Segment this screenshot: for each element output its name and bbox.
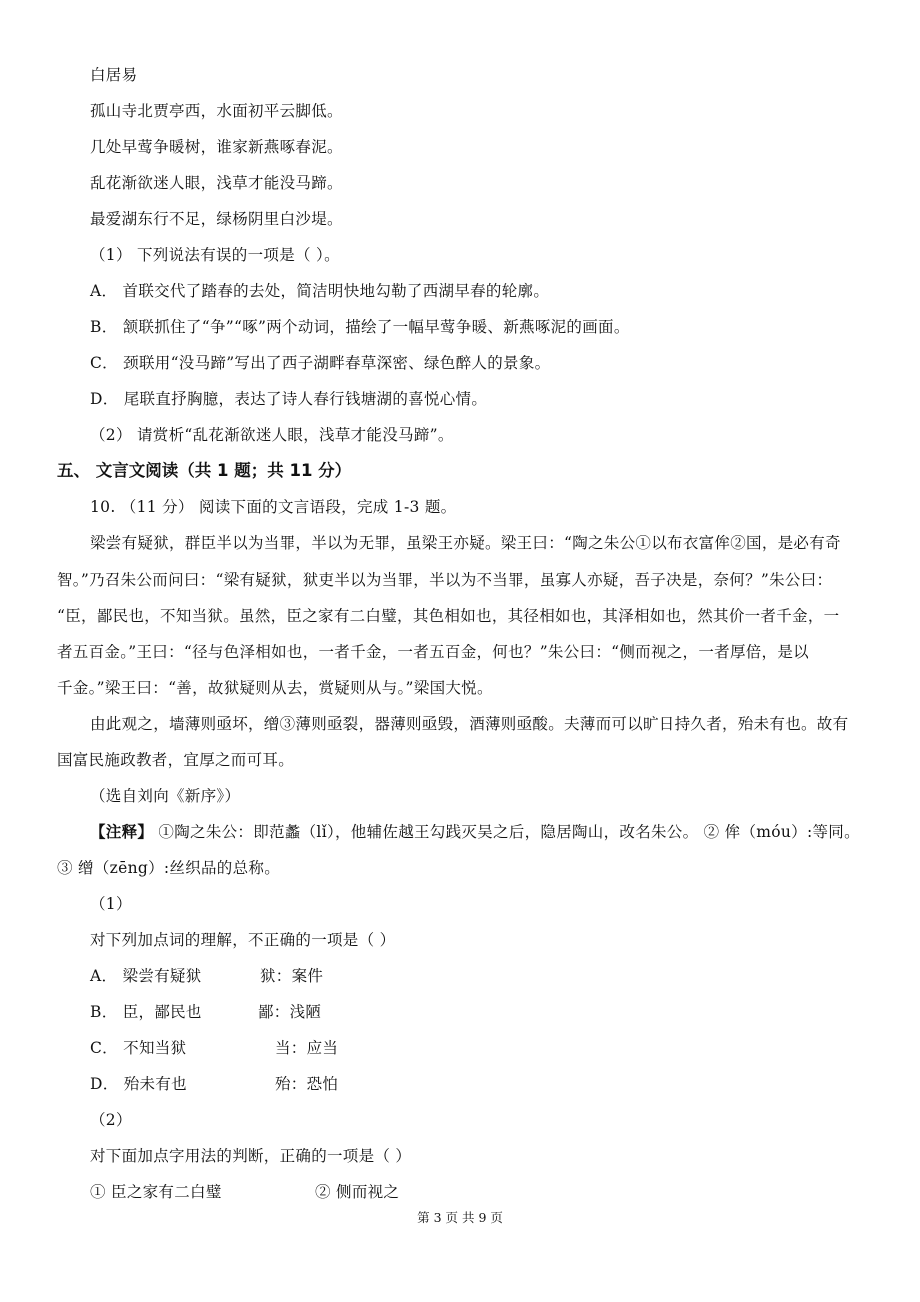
sub1-option-a: A． 梁尝有疑狱: [90, 967, 202, 985]
sub1-option-b: B． 臣，鄙民也: [90, 1003, 202, 1021]
sub2-item-1: ① 臣之家有二白璧: [90, 1183, 222, 1201]
poem-line-4: 最爱湖东行不足，绿杨阴里白沙堤。: [90, 210, 343, 228]
poem-option-d: D． 尾联直抒胸臆，表达了诗人春行钱塘湖的喜悦心情。: [90, 390, 488, 408]
poem-option-a: A． 首联交代了踏春的去处，简洁明快地勾勒了西湖早春的轮廓。: [90, 282, 550, 300]
notes-text-1: ①陶之朱公：即范蠡（lǐ），他辅佐越王勾践灭吴之后，隐居陶山，改名朱公。 ② 侔（móu）:等同。: [153, 823, 860, 841]
passage2-line-1: 由此观之，墙薄则亟坏，缯③薄则亟裂，器薄则亟毁，酒薄则亟酸。夫薄而可以旷日持久者，殆未有也。故有: [90, 715, 849, 733]
poem-question-1: （1） 下列说法有误的一项是（ ）。: [90, 246, 340, 264]
passage-source: （选自刘向《新序》）: [90, 787, 241, 805]
passage-line-1: 梁尝有疑狱，群臣半以为当罪，半以为无罪，虽梁王亦疑。梁王曰：“陶之朱公①以布衣富侔②国，是必有奇: [90, 534, 841, 552]
poem-line-1: 孤山寺北贾亭西，水面初平云脚低。: [90, 102, 343, 120]
passage2-line-2: 国富民施政教者，宜厚之而可耳。: [57, 751, 295, 769]
poem-line-2: 几处早莺争暖树，谁家新燕啄春泥。: [90, 138, 343, 156]
question-10-stem: 10. （11 分） 阅读下面的文言语段，完成 1-3 题。: [90, 498, 457, 516]
notes-label: 【注释】: [90, 822, 154, 841]
poem-author: 白居易: [90, 66, 138, 84]
sub-question-2-stem: 对下面加点字用法的判断，正确的一项是（ ）: [90, 1147, 412, 1165]
sub1-option-c: C． 不知当狱: [90, 1039, 187, 1057]
passage-line-3: “臣，鄙民也，不知当狱。虽然，臣之家有二白璧，其色相如也，其径相如也，其泽相如也，然其价一者千金，一: [57, 607, 840, 625]
poem-line-3: 乱花渐欲迷人眼，浅草才能没马蹄。: [90, 174, 343, 192]
notes-line-2: ③ 缯（zēng）:丝织品的总称。: [57, 859, 280, 877]
passage-line-5: 千金。”梁王曰：“善，故狱疑则从去，赏疑则从与。”梁国大悦。: [57, 679, 493, 697]
poem-option-c: C． 颈联用“没马蹄”写出了西子湖畔春草深密、绿色醉人的景象。: [90, 354, 551, 372]
notes-line-1: [90, 822, 860, 842]
poem-question-2: （2） 请赏析“乱花渐欲迷人眼，浅草才能没马蹄”。: [90, 426, 454, 444]
sub1-option-d-gloss: 殆：恐怕: [275, 1075, 339, 1093]
section-heading: 五、 文言文阅读（共 1 题；共 11 分）: [57, 461, 352, 480]
sub1-option-b-gloss: 鄙：浅陋: [258, 1003, 322, 1021]
sub-question-1-stem: 对下列加点词的理解，不正确的一项是（ ）: [90, 931, 396, 949]
sub-question-2-label: （2）: [90, 1111, 132, 1129]
passage-line-2: 智。”乃召朱公而问曰：“梁有疑狱，狱吏半以为当罪，半以为不当罪，虽寡人亦疑，吾子决是，奈何？”朱公曰：: [57, 571, 833, 589]
sub2-item-2: ② 侧而视之: [315, 1183, 400, 1201]
passage-line-4: 者五百金。”王曰：“径与色泽相如也，一者千金，一者五百金，何也？”朱公曰：“侧而视之，一者厚倍，是以: [57, 643, 809, 661]
sub1-option-d: D． 殆未有也: [90, 1075, 187, 1093]
page-footer: 第 3 页 共 9 页: [417, 1210, 503, 1225]
sub-question-1-label: （1）: [90, 895, 132, 913]
sub1-option-c-gloss: 当：应当: [275, 1039, 339, 1057]
poem-option-b: B． 颔联抓住了“争”“啄”两个动词，描绘了一幅早莺争暖、新燕啄泥的画面。: [90, 318, 630, 336]
sub1-option-a-gloss: 狱：案件: [260, 967, 324, 985]
